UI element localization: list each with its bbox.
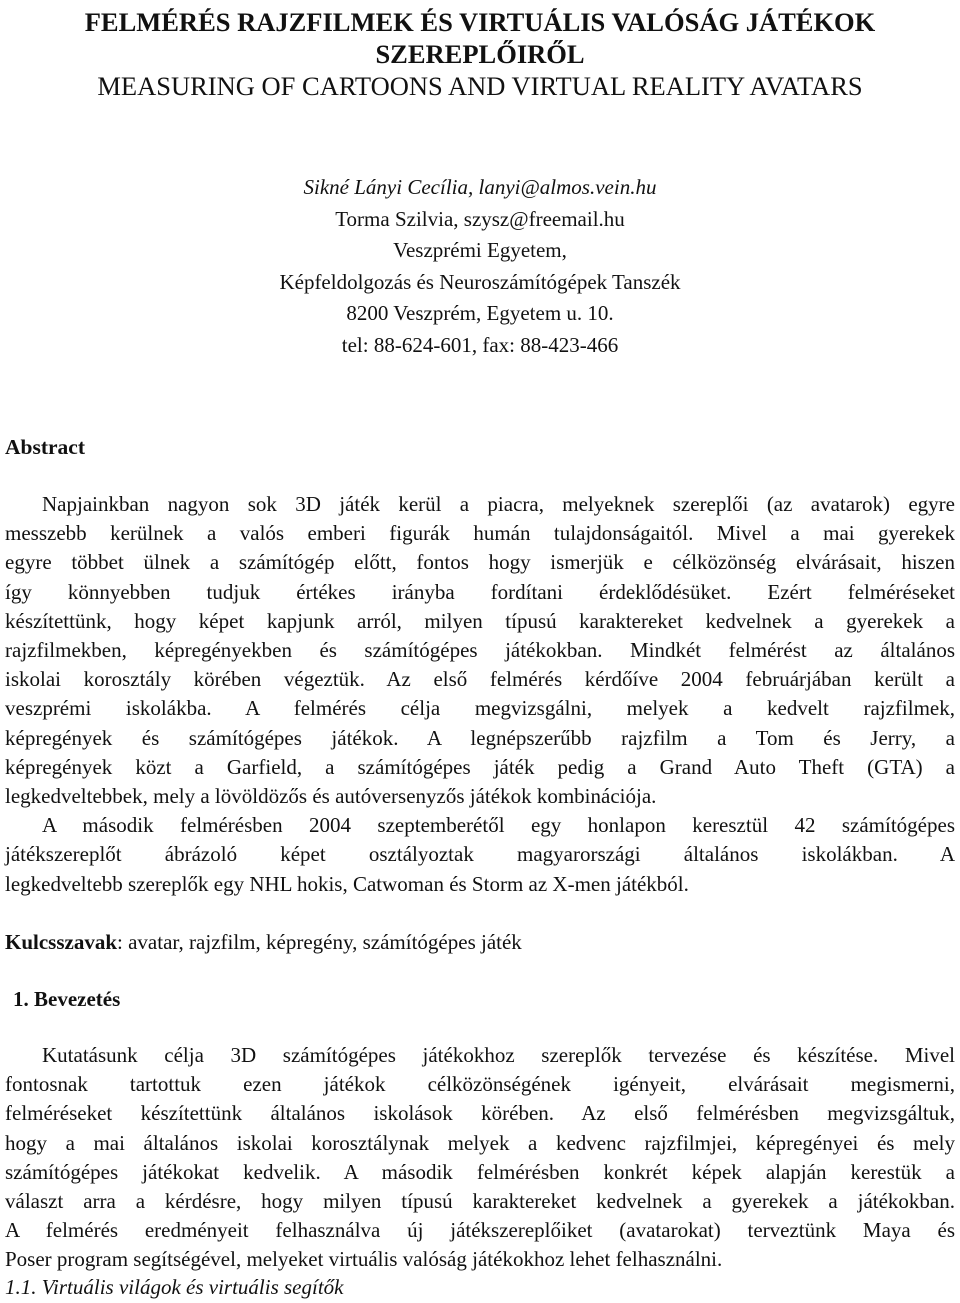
phone-fax: tel: 88-624-601, fax: 88-423-466 [341,332,619,357]
title-block [5,6,955,102]
subsection-heading: 1.1. Virtuális világok és virtuális segítők [5,1275,344,1299]
abstract-body [5,490,955,899]
author-block [5,172,955,361]
intro-line: Kutatásunk célja 3D számítógépes játékokhoz szereplők tervezése és készítése. Mivel [42,1043,955,1067]
author-2-text: Torma Szilvia, szysz@freemail.hu [335,206,625,231]
abstract-line: Napjainkban nagyon sok 3D játék kerül a piacra, melyeknek szereplői (az avatarok) egyre [42,492,955,516]
intro-line: választ arra a kérdésre, hogy milyen típusú karaktereket kedvelnek a gyerekek a játékokban. [5,1189,955,1214]
abstract-line: legkedveltebb szereplők egy NHL hokis, Catwoman és Storm az X-men játékból. [5,871,689,896]
section-heading-introduction: 1. Bevezetés [13,987,121,1011]
abstract-line: készítettünk, hogy képet kapjunk arról, milyen típusú karaktereket kedvelnek a gyerekek a [5,608,955,633]
title-hungarian-line2: SZEREPLŐIRŐL [375,39,585,69]
keywords-text: : avatar, rajzfilm, képregény, számítógépes játék [117,930,522,954]
abstract-line: messzebb kerülnek a valós emberi figurák humán tulajdonságaitól. Mivel a mai gyerekek [5,521,955,546]
abstract-line: képregények közt a Garfield, a számítógépes játék pedig a Grand Auto Theft (GTA) a [5,754,955,779]
title-english: MEASURING OF CARTOONS AND VIRTUAL REALITY AVATARS [97,71,863,101]
abstract-line: rajzfilmekben, képregényekben és számítógépes játékokban. Mindkét felmérést az általános [5,638,955,663]
author-2 [5,204,955,236]
abstract-line: legkedveltebbek, mely a lövöldözős és autóversenyzős játékok kombinációja. [5,784,657,809]
intro-line: számítógépes játékokat kedvelik. A második felmérésben konkrét képek alapján kerestük a [5,1159,955,1184]
introduction-body [5,1041,955,1275]
abstract-line: A második felmérésben 2004 szeptemberétől egy honlapon keresztül 42 számítógépes [42,813,955,838]
title-hungarian-line1: FELMÉRÉS RAJZFILMEK ÉS VIRTUÁLIS VALÓSÁG JÁTÉKOK [84,7,876,37]
author-1: Sikné Lányi Cecília, lanyi@almos.vein.hu [303,175,657,199]
affiliation-line2: Képfeldolgozás és Neuroszámítógépek Tanszék [279,269,681,294]
intro-line: Poser program segítségével, melyeket virtuális valóság játékokhoz lehet felhasználni. [5,1247,723,1272]
abstract-heading: Abstract [5,435,86,459]
abstract-line: egyre többet ülnek a számítógép előtt, fontos hogy ismerjük e célközönség elvárásait, hiszen [5,550,955,575]
abstract-line: veszprémi iskolákba. A felmérés célja megvizsgálni, melyek a kedvelt rajzfilmek, [5,696,955,721]
intro-line: felméréseket készítettünk általános iskolások körében. Az első felmérésben megvizsgáltuk, [5,1101,955,1126]
keywords-label: Kulcsszavak [5,930,118,954]
abstract-line: így könnyebben tudjuk értékes irányba fordítani érdeklődésüket. Ezért felméréseket [5,579,955,604]
affiliation-line1: Veszprémi Egyetem, [393,238,567,262]
address: 8200 Veszprém, Egyetem u. 10. [346,301,614,325]
abstract-line: iskolai korosztály körében végeztük. Az első felmérés kérdőíve 2004 februárjában került a [5,667,955,692]
abstract-line: játékszereplőt ábrázoló képet osztályoztak magyarországi általános iskolákban. A [5,842,955,867]
intro-line: fontosnak tartottuk ezen játékok célközönségének igényeit, elvárásait megismerni, [5,1072,955,1097]
intro-line: hogy a mai általános iskolai korosztálynak melyek a kedvenc rajzfilmjei, képregényei és mely [5,1130,955,1155]
abstract-line: képregények és számítógépes játékok. A legnépszerűbb rajzfilm a Tom és Jerry, a [5,725,955,750]
keywords [5,928,522,956]
intro-line: A felmérés eredményeit felhasználva új játékszereplőiket (avatarokat) terveztünk Maya és [5,1218,955,1243]
